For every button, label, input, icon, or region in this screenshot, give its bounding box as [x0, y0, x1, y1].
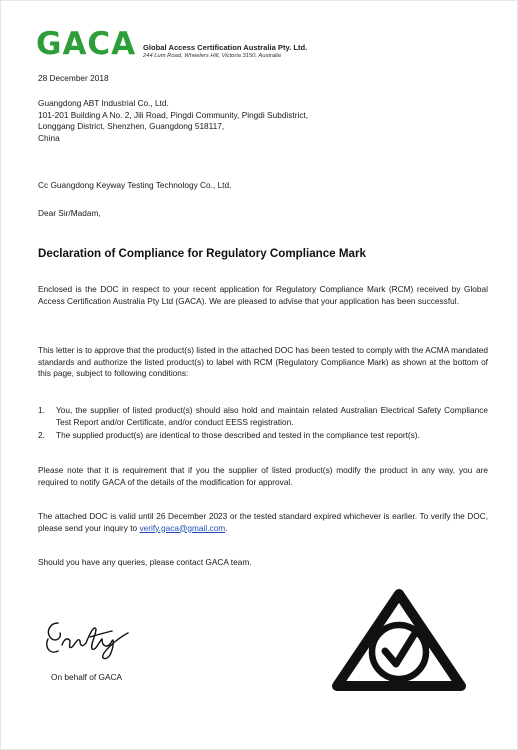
- rcm-check-triangle-icon: [329, 588, 469, 699]
- recipient-line: Guangdong ABT Industrial Co., Ltd.: [38, 98, 169, 108]
- letter-title: Declaration of Compliance for Regulatory Compliance Mark: [38, 247, 366, 260]
- on-behalf-text: On behalf of GACA: [51, 672, 123, 682]
- list-text: The supplied product(s) are identical to those described and tested in the compliance test report(s).: [56, 430, 420, 440]
- list-number: 2.: [38, 430, 45, 440]
- validity-text: The attached DOC is valid until 26 December 2023 or the tested standard expired whichever is earlier. To verify the DOC, please send your inquiry to: [38, 511, 488, 533]
- gaca-logo: GACA: [36, 26, 137, 62]
- recipient-line: Longgang District, Shenzhen, Guangdong 518117,: [38, 121, 225, 131]
- paragraph-modification: Please note that it is requirement that if you the supplier of listed product(s) modify the product in any way, you are required to notify GACA of the details of the modification for approval.: [38, 465, 488, 487]
- recipient-line: 101-201 Building A No. 2, Jili Road, Pingdi Community, Pingdi Subdistrict,: [38, 109, 309, 120]
- list-number: 1.: [38, 405, 45, 415]
- list-item: [38, 430, 488, 442]
- handwritten-signature: [40, 615, 136, 668]
- company-name: Global Access Certification Australia Pty. Ltd.: [143, 43, 308, 52]
- conditions-list: [38, 405, 488, 444]
- verify-email-link[interactable]: verify.gaca@gmail.com: [139, 522, 226, 533]
- validity-end: .: [225, 522, 228, 533]
- list-item: [38, 405, 488, 428]
- paragraph-validity: [38, 511, 488, 534]
- paragraph-approval: This letter is to approve that the product(s) listed in the attached DOC has been tested to comply with the ACMA mandated standards and authorize the listed product(s) to label with RCM (Regulatory Compliance Mark) as shown at the bottom of this page, subject to following conditions:: [38, 345, 488, 378]
- recipient-address: [38, 98, 488, 144]
- list-text: You, the supplier of listed product(s) should also hold and maintain related Australian Electrical Safety Compliance Test Report and/or Certificate, and/or conduct EESS registration.: [56, 405, 488, 427]
- cc-line: Cc Guangdong Keyway Testing Technology Co., Ltd.: [38, 180, 232, 190]
- paragraph-queries: Should you have any queries, please contact GACA team.: [38, 557, 252, 567]
- recipient-line: China: [38, 132, 60, 143]
- letter-date: 28 December 2018: [38, 73, 109, 83]
- company-address: 244 Lum Road, Wheelers Hill, Victoria 3150, Australia: [143, 53, 281, 59]
- paragraph-enclosed: Enclosed is the DOC in respect to your recent application for Regulatory Compliance Mark (RCM) received by Global Access Certification Australia Pty Ltd (GACA). We are pleased to advise that your application has been successful.: [38, 284, 488, 306]
- salutation: Dear Sir/Madam,: [38, 208, 101, 218]
